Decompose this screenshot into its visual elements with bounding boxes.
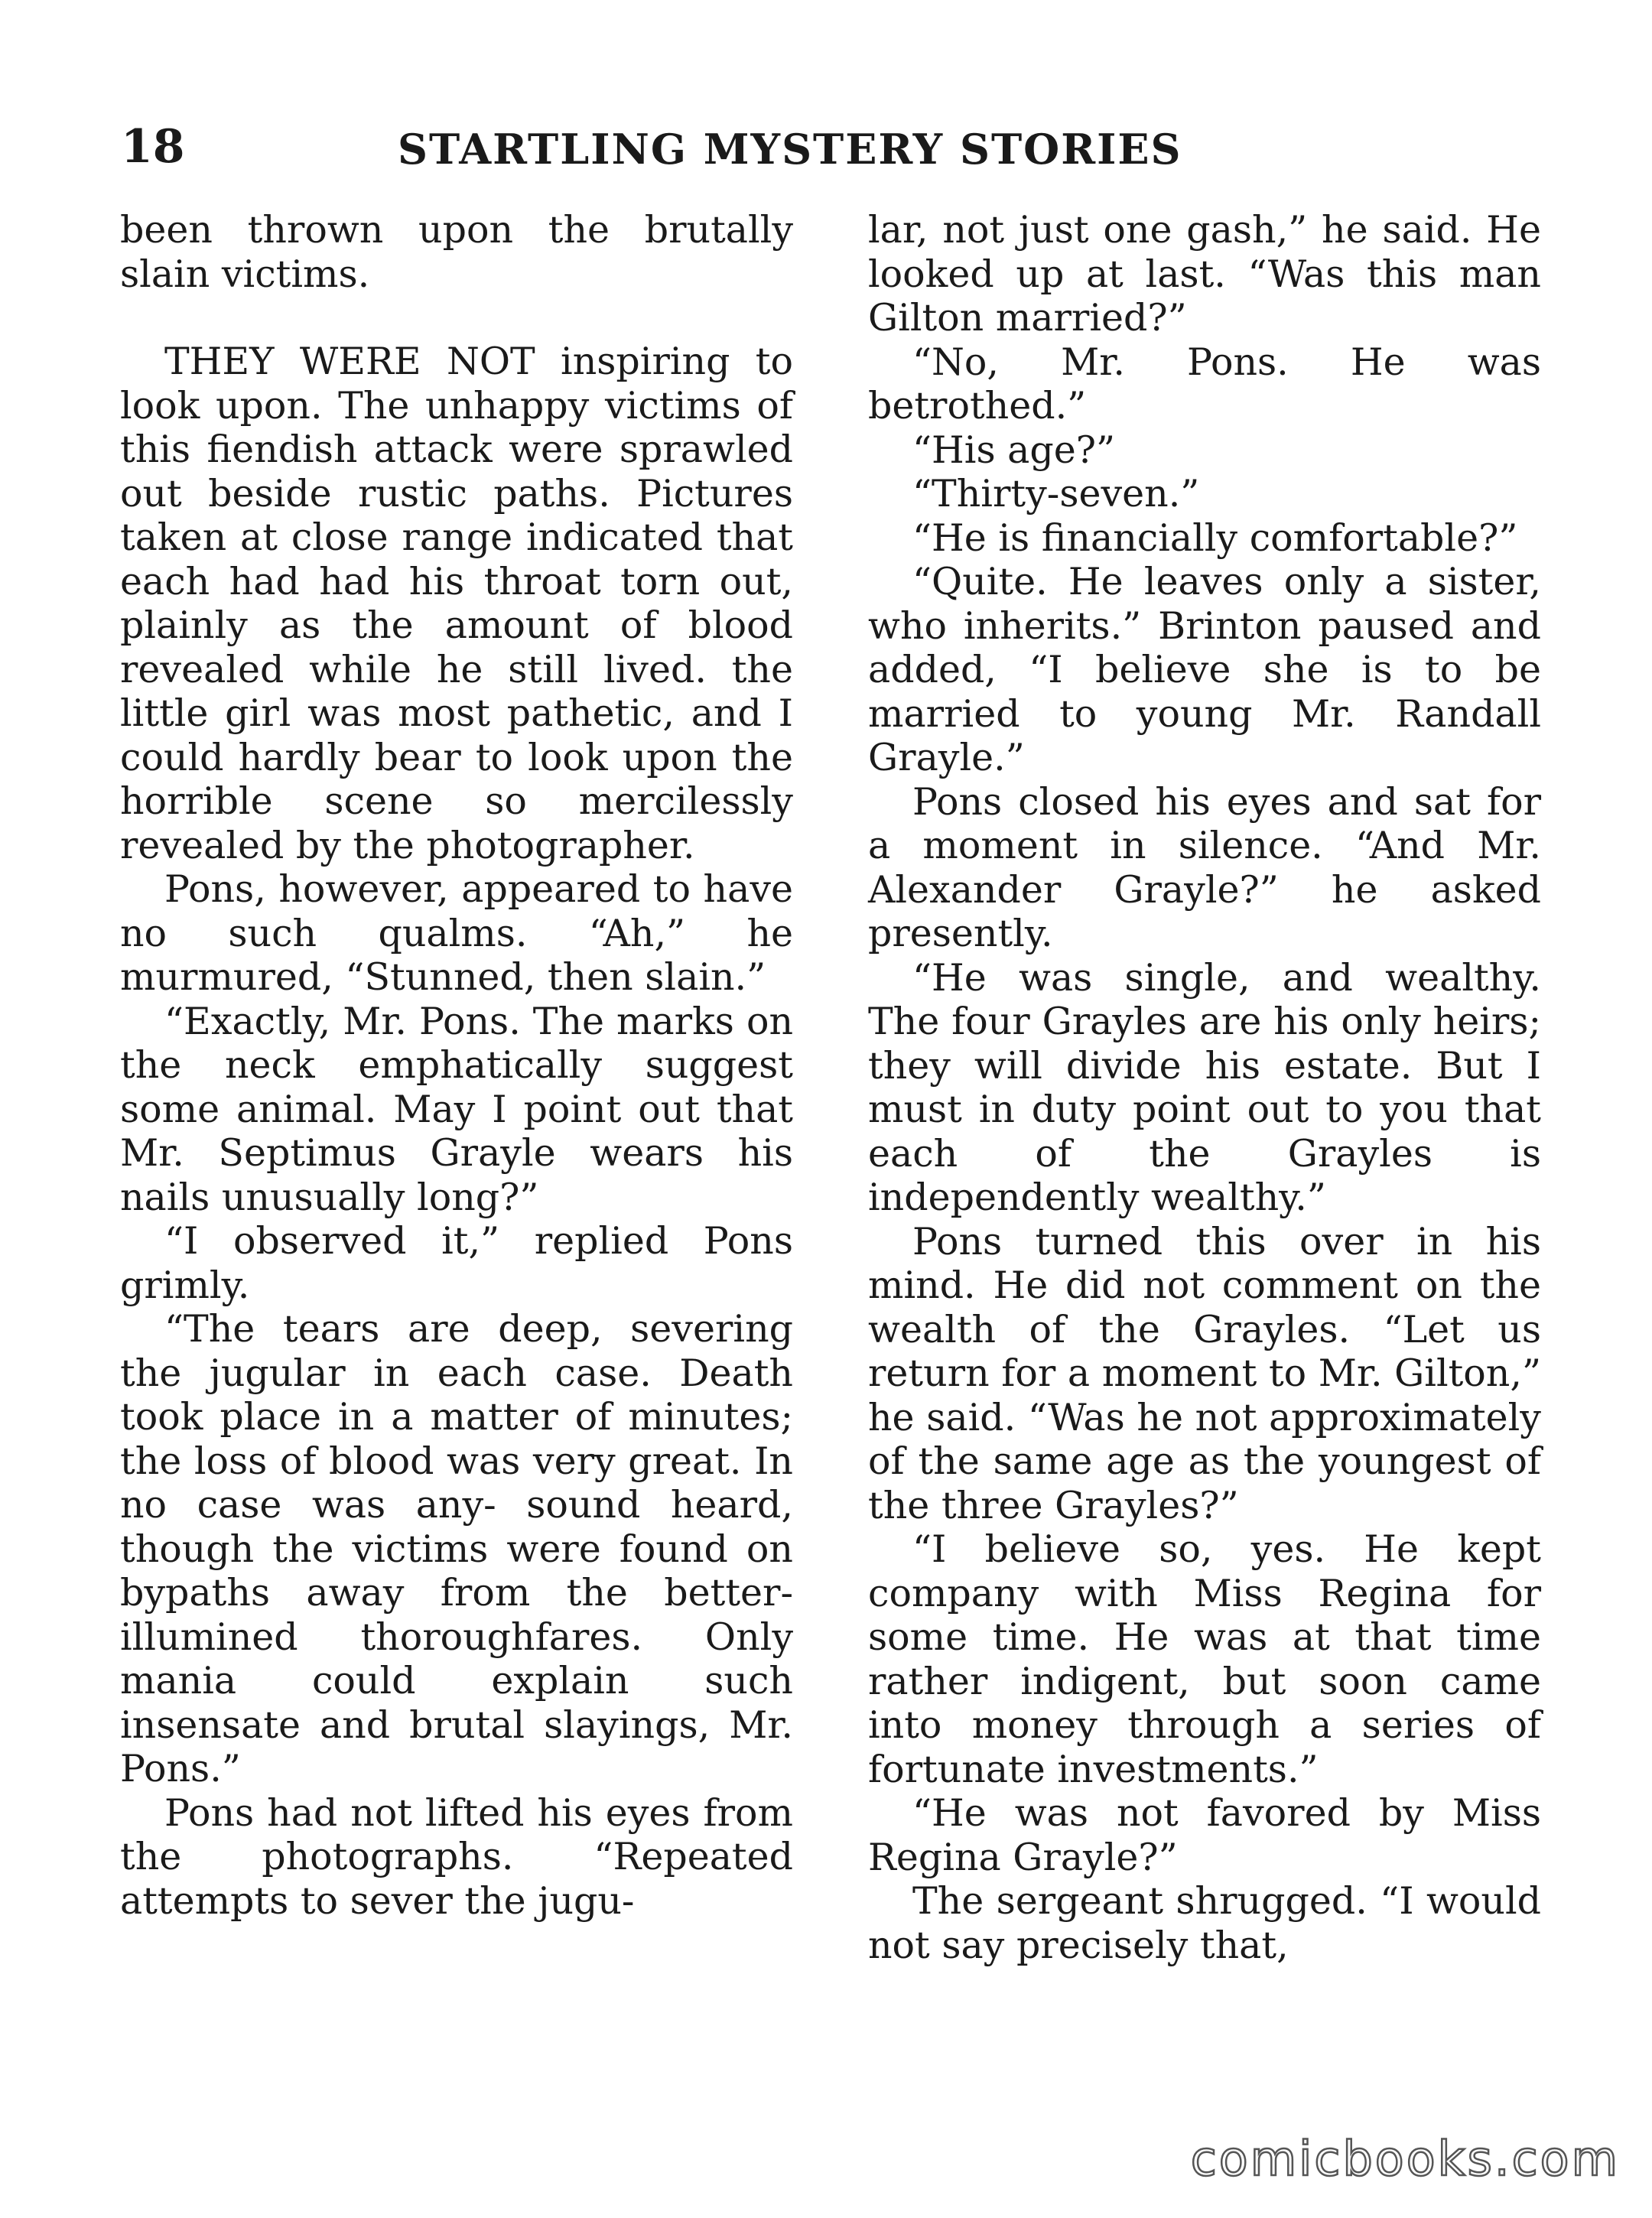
paragraph: Pons had not lifted his eyes from the photographs. “Repeated attempts to sever the jugu- [120,1790,793,1923]
paragraph: Pons closed his eyes and sat for a moment in silence. “And Mr. Alexander Grayle?” he asked presently. [868,779,1541,955]
paragraph: Pons turned this over in his mind. He did not comment on the wealth of the Grayles. “Let us return for a moment to Mr. Gilton,” he said. “Was he not approximately of the same age as the youngest of the three Grayles?” [868,1219,1541,1527]
paragraph: The sergeant shrugged. “I would not say precisely that, [868,1879,1541,1967]
paragraph: “No, Mr. Pons. He was betrothed.” [868,340,1541,428]
watermark: comicbooks.com [1190,2131,1620,2187]
right-text-column [868,208,1541,1967]
paragraph: been thrown upon the brutally slain victims. [120,208,793,296]
paragraph: THEY WERE NOT inspiring to look upon. The unhappy victims of this fiendish attack were sprawled out beside rustic paths. Pictures taken at close range indicated that each had had his throat torn out, plainly as the amount of blood revealed while he still lived. the little girl was most pathetic, and I could hardly bear to look upon the horrible scene so mercilessly revealed by the photographer. [120,340,793,867]
paragraph: “I observed it,” replied Pons grimly. [120,1219,793,1307]
paragraph: “His age?” [912,428,1116,472]
paragraph: “Quite. He leaves only a sister, who inherits.” Brinton paused and added, “I believe she is to be married to young Mr. Randall Grayle.” [868,560,1541,779]
paragraph: “He was single, and wealthy. The four Grayles are his only heirs; they will divide his estate. But I must in duty point out to you that each of the Grayles is independently wealthy.” [868,955,1541,1219]
page-number: 18 [121,120,185,174]
running-head-title: STARTLING MYSTERY STORIES [398,125,1182,174]
paragraph: “Thirty-seven.” [912,472,1200,515]
paragraph: “I believe so, yes. He kept company with Miss Regina for some time. He was at that time rather indigent, but soon came into money through a series of fortunate investments.” [868,1527,1541,1791]
paragraph: “He was not favored by Miss Regina Grayle?” [868,1791,1541,1879]
paragraph: “The tears are deep, severing the jugular in each case. Death took place in a matter of minutes; the loss of blood was very great. In no case was any- sound heard, though the victims were found on bypaths away from the better-illumined thoroughfares. Only mania could explain such insensate and brutal slayings, Mr. Pons.” [120,1307,793,1790]
paragraph: Pons, however, appeared to have no such qualms. “Ah,” he murmured, “Stunned, then slain.” [120,867,793,999]
paragraph: “Exactly, Mr. Pons. The marks on the neck emphatically suggest some animal. May I point out that Mr. Septimus Grayle wears his nails unusually long?” [120,999,793,1219]
paragraph: lar, not just one gash,” he said. He looked up at last. “Was this man Gilton married?” [868,208,1541,340]
paragraph: “He is financially comfortable?” [912,515,1518,560]
left-text-column [120,208,793,1923]
